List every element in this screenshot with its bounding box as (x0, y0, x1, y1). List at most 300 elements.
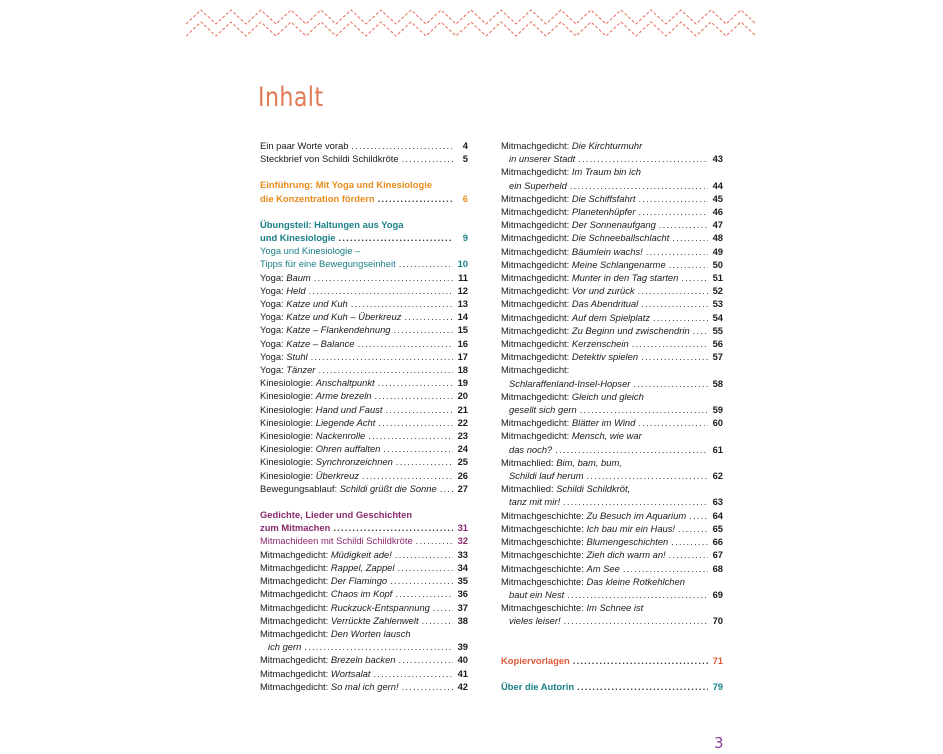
toc-entry-text (501, 654, 570, 667)
toc-entry-text (268, 640, 301, 653)
toc-entry-title: Anschaltpunkt (315, 377, 375, 389)
toc-entry-text (260, 350, 308, 363)
dot-leader (362, 469, 453, 482)
toc-entry[interactable] (260, 653, 468, 666)
toc-page-number: 10 (457, 258, 468, 270)
toc-entry-title: ich gern (268, 641, 302, 653)
toc-page-number: 71 (712, 654, 723, 666)
toc-entry[interactable] (501, 680, 723, 693)
dot-leader (678, 522, 708, 535)
toc-entry[interactable] (260, 416, 468, 429)
toc-entry-title: Am See (586, 562, 620, 574)
toc-page-number: 24 (457, 443, 468, 455)
toc-entry[interactable] (260, 561, 468, 574)
toc-entry[interactable] (260, 680, 468, 693)
toc-entry-label: Mitmachgeschichte: (501, 562, 587, 574)
toc-entry-label: Mitmachlied: (501, 483, 557, 495)
toc-entry[interactable] (501, 245, 723, 258)
toc-entry-title: Schildi Schildkröt, (556, 483, 631, 495)
toc-entry-text (509, 377, 630, 390)
toc-entry-label: zum Mitmachen (260, 522, 331, 534)
toc-page-number: 27 (457, 482, 468, 494)
toc-page-number: 4 (462, 140, 468, 151)
toc-entry-label: Kinesiologie: (260, 469, 316, 481)
toc-entry-text (501, 522, 675, 535)
toc-page-number: 22 (457, 416, 468, 428)
toc-entry[interactable] (501, 522, 723, 535)
toc-entry-title: gesellt sich gern (509, 404, 577, 416)
toc-entry[interactable] (260, 667, 468, 680)
toc-entry-label: Mitmachgedicht: (260, 601, 331, 613)
toc-entry-label: Mitmachgeschichte: (501, 575, 587, 587)
toc-entry[interactable] (501, 297, 723, 310)
dot-leader (567, 588, 708, 601)
toc-entry[interactable] (501, 192, 723, 205)
toc-page-number: 19 (457, 377, 468, 389)
toc-page-number: 34 (457, 561, 468, 573)
toc-entry-text (509, 152, 575, 165)
toc-entry-text (260, 192, 375, 205)
dot-leader (351, 297, 453, 310)
toc-entry-title: Zu Besuch im Aquarium (586, 509, 687, 521)
toc-entry[interactable] (260, 403, 468, 416)
toc-entry-title: Überkreuz (315, 469, 360, 481)
toc-entry[interactable] (260, 521, 468, 534)
toc-entry-text (260, 561, 394, 574)
toc-entry[interactable] (260, 548, 468, 561)
toc-page-number: 60 (712, 417, 723, 429)
dot-leader (638, 205, 708, 218)
toc-page-number: 46 (712, 206, 723, 218)
toc-entry-title: Zieh dich warm an! (586, 549, 666, 561)
toc-entry[interactable] (260, 534, 468, 547)
toc-entry[interactable] (501, 469, 723, 482)
dot-leader (570, 179, 708, 192)
toc-entry-title: Synchronzeichnen (315, 456, 393, 468)
toc-entry-label: Bewegungsablauf: (260, 482, 340, 494)
toc-entry-text (501, 680, 574, 693)
toc-entry-label: Mitmachgedicht: (501, 166, 572, 178)
dot-leader (638, 416, 708, 429)
toc-page-number: 56 (712, 338, 723, 350)
toc-entry-title: Katze – Balance (286, 337, 355, 349)
toc-entry-title: Das kleine Rotkehlchen (586, 575, 685, 587)
toc-entry-text (509, 403, 577, 416)
toc-page-number: 14 (457, 311, 468, 323)
toc-page-number: 6 (462, 192, 468, 204)
toc-entry[interactable] (501, 614, 723, 627)
toc-entry[interactable] (501, 205, 723, 218)
toc-entry[interactable] (501, 562, 723, 575)
toc-entry-label: Steckbrief von Schildi Schildkröte (260, 153, 399, 165)
section-gap (501, 628, 723, 641)
toc-entry-label: Kinesiologie: (260, 416, 316, 428)
toc-entry-text (501, 509, 686, 522)
toc-entry-title: Rappel, Zappel (330, 561, 395, 573)
dot-leader (638, 192, 708, 205)
toc-entry-text (260, 614, 419, 627)
toc-entry-first-line (260, 244, 468, 257)
toc-entry-text (260, 416, 375, 429)
toc-page-number: 20 (457, 390, 468, 402)
toc-entry-title: Gleich und gleich (571, 390, 644, 402)
toc-entry[interactable] (260, 139, 468, 152)
dot-leader (623, 562, 708, 575)
dot-leader (580, 403, 708, 416)
toc-entry-label: Yoga und Kinesiologie – (260, 245, 361, 257)
decorative-zigzag-border (186, 6, 756, 42)
toc-entry-label: Kinesiologie: (260, 403, 316, 415)
toc-entry[interactable] (260, 469, 468, 482)
toc-entry[interactable] (260, 231, 468, 244)
toc-entry-title: Detektiv spielen (571, 351, 639, 363)
toc-entry[interactable] (260, 640, 468, 653)
toc-page-number: 79 (712, 680, 723, 692)
toc-entry-label: und Kinesiologie (260, 232, 336, 244)
toc-entry-title: ein Superheld (509, 179, 567, 191)
toc-entry[interactable] (501, 311, 723, 324)
toc-entry-label: Mitmachgedicht: (501, 272, 572, 284)
dot-leader (358, 337, 453, 350)
toc-entry-label: Yoga: (260, 324, 287, 336)
toc-entry-title: Chaos im Kopf (330, 588, 393, 600)
dot-leader (578, 152, 708, 165)
toc-entry-first-line (501, 165, 723, 178)
toc-entry[interactable] (501, 231, 723, 244)
toc-entry-label: Mitmachgeschichte: (501, 536, 587, 548)
toc-entry-label: Mitmachideen mit Schildi Schildkröte (260, 535, 413, 547)
toc-entry-label: Mitmachgedicht: (501, 351, 572, 363)
toc-left-column (260, 139, 468, 693)
dot-leader (390, 574, 453, 587)
toc-entry-text (260, 548, 392, 561)
toc-entry-title: Katze – Flankendehnung (286, 324, 391, 336)
dot-leader (653, 311, 708, 324)
toc-entry-first-line (260, 178, 468, 191)
toc-entry-label: Mitmachgedicht: (260, 627, 331, 639)
toc-entry[interactable] (260, 363, 468, 376)
toc-entry-label: Mitmachgeschichte: (501, 509, 587, 521)
dot-leader (672, 231, 708, 244)
toc-entry[interactable] (501, 324, 723, 337)
toc-page-number: 5 (462, 153, 468, 165)
dot-leader (351, 139, 453, 152)
toc-entry-text (501, 337, 629, 350)
toc-entry[interactable] (260, 271, 468, 284)
toc-entry-text (260, 389, 372, 402)
toc-entry[interactable] (501, 152, 723, 165)
toc-entry[interactable] (260, 257, 468, 270)
toc-entry[interactable] (260, 587, 468, 600)
toc-entry-title: Im Schnee ist (586, 602, 644, 614)
toc-entry-text (509, 179, 567, 192)
dot-leader (587, 469, 708, 482)
toc-entry-first-line (501, 482, 723, 495)
toc-page-number: 57 (712, 351, 723, 363)
toc-entry-label: Ein paar Worte vorab (260, 140, 349, 151)
toc-entry[interactable] (260, 310, 468, 323)
toc-entry[interactable] (260, 350, 468, 363)
dot-leader (681, 271, 708, 284)
dot-leader (669, 548, 708, 561)
toc-page-number: 70 (712, 615, 723, 627)
dot-leader (641, 350, 708, 363)
toc-entry-text (260, 231, 336, 244)
section-gap (260, 165, 468, 178)
toc-entry-text (260, 429, 365, 442)
toc-entry-text (260, 310, 401, 323)
toc-entry[interactable] (260, 284, 468, 297)
toc-entry-title: Auf dem Spielplatz (571, 311, 651, 323)
toc-entry-title: Katze und Kuh (286, 298, 348, 310)
toc-entry-text (260, 521, 330, 534)
toc-entry-first-line (260, 627, 468, 640)
toc-entry-title: Ruckzuck-Entspannung (330, 601, 430, 613)
toc-entry-title: Ohren auffalten (315, 443, 381, 455)
toc-entry[interactable] (501, 377, 723, 390)
section-gap (260, 205, 468, 218)
toc-page-number: 47 (712, 219, 723, 231)
toc-entry-title: Blumengeschichten (586, 536, 669, 548)
toc-entry[interactable] (501, 258, 723, 271)
dot-leader (555, 443, 708, 456)
toc-entry-label: Mitmachgedicht: (501, 140, 572, 151)
toc-entry-text (501, 324, 690, 337)
toc-entry-label: Mitmachgeschichte: (501, 522, 587, 534)
dot-leader (375, 389, 453, 402)
dot-leader (564, 614, 708, 627)
toc-entry-title: Zu Beginn und zwischendrin (571, 324, 690, 336)
toc-page-number: 17 (457, 350, 468, 362)
toc-entry-label: Mitmachgedicht: (260, 614, 331, 626)
toc-entry[interactable] (260, 482, 468, 495)
toc-entry-title: Planetenhüpfer (571, 206, 636, 218)
toc-entry-label: Mitmachgedicht: (501, 258, 572, 270)
toc-entry-label: Yoga: (260, 298, 287, 310)
toc-entry-title: Meine Schlangenarme (571, 258, 666, 270)
toc-page-number: 18 (457, 364, 468, 376)
toc-entry-label: Mitmachgedicht: (260, 680, 331, 692)
toc-entry[interactable] (260, 455, 468, 468)
toc-entry-label: Mitmachgeschichte: (501, 602, 587, 614)
dot-leader (311, 350, 453, 363)
section-gap (260, 495, 468, 508)
toc-page-number: 55 (712, 324, 723, 336)
toc-entry-label: Kinesiologie: (260, 443, 316, 455)
toc-entry[interactable] (260, 337, 468, 350)
dot-leader (309, 284, 453, 297)
toc-entry-title: Das Abendritual (571, 298, 639, 310)
toc-entry-title: Müdigkeit ade! (330, 548, 392, 560)
toc-entry-label: Kinesiologie: (260, 456, 316, 468)
toc-page-number: 66 (712, 536, 723, 548)
toc-entry-text (260, 284, 306, 297)
toc-entry-label: Yoga: (260, 364, 287, 376)
toc-entry[interactable] (501, 654, 723, 667)
toc-entry-label: Mitmachlied: (501, 456, 557, 468)
toc-entry-text (260, 680, 399, 693)
toc-entry[interactable] (260, 614, 468, 627)
toc-page-number: 21 (457, 403, 468, 415)
toc-entry[interactable] (260, 376, 468, 389)
toc-entry-title: Schlaraffenland-Insel-Hopser (509, 377, 631, 389)
dot-leader (646, 245, 708, 258)
toc-page-number: 39 (457, 641, 468, 653)
toc-entry-title: Verrückte Zahlenwelt (330, 614, 419, 626)
dot-leader (689, 509, 708, 522)
toc-entry-label: Mitmachgedicht: (260, 561, 331, 573)
dot-leader (671, 535, 708, 548)
toc-entry-first-line (260, 508, 468, 521)
toc-entry-title: Hand und Faust (315, 403, 383, 415)
toc-entry-label: Mitmachgedicht: (501, 364, 570, 376)
toc-entry-text (260, 139, 348, 152)
toc-entry-title: Bim, bam, bum, (556, 456, 622, 468)
toc-entry[interactable] (260, 601, 468, 614)
toc-entry-title: Bäumlein wachs! (571, 245, 643, 257)
toc-entry-text (509, 469, 584, 482)
toc-entry[interactable] (501, 350, 723, 363)
toc-entry-text (501, 245, 643, 258)
toc-entry[interactable] (501, 179, 723, 192)
toc-entry-first-line (501, 429, 723, 442)
toc-entry-label: Kopiervorlagen (501, 654, 570, 666)
toc-page-number: 61 (712, 443, 723, 455)
dot-leader (378, 376, 453, 389)
toc-entry-text (501, 297, 638, 310)
toc-entry[interactable] (501, 535, 723, 548)
toc-entry-first-line (501, 601, 723, 614)
toc-page-number: 44 (712, 179, 723, 191)
toc-entry-text (260, 587, 392, 600)
toc-entry-text (501, 284, 635, 297)
toc-entry-text (501, 231, 669, 244)
dot-leader (333, 521, 453, 534)
toc-entry-text (260, 455, 393, 468)
toc-entry-text (260, 653, 396, 666)
toc-entry-label: Yoga: (260, 271, 287, 283)
toc-entry[interactable] (501, 337, 723, 350)
toc-page-number: 49 (712, 245, 723, 257)
toc-entry-title: Die Kirchturmuhr (571, 140, 643, 151)
toc-page-number: 43 (712, 153, 723, 165)
toc-entry-label: Mitmachgedicht: (260, 588, 331, 600)
toc-entry-label: Mitmachgedicht: (501, 298, 572, 310)
dot-leader (402, 680, 453, 693)
toc-entry[interactable] (501, 495, 723, 508)
toc-entry-title: Arme brezeln (315, 390, 372, 402)
dot-leader (659, 218, 708, 231)
toc-entry-first-line (501, 575, 723, 588)
toc-entry-title: Den Worten lausch (330, 627, 411, 639)
toc-entry-text (501, 416, 635, 429)
toc-entry[interactable] (260, 297, 468, 310)
toc-entry-text (501, 271, 678, 284)
toc-entry-text (501, 311, 650, 324)
toc-entry-label: Mitmachgedicht: (501, 285, 572, 297)
dot-leader (440, 482, 453, 495)
toc-entry-text (260, 257, 396, 270)
toc-entry-label: Tipps für eine Bewegungseinheit (260, 258, 396, 270)
dot-leader (641, 297, 708, 310)
toc-entry-text (501, 205, 635, 218)
toc-entry-label: Yoga: (260, 311, 287, 323)
toc-entry[interactable] (501, 548, 723, 561)
toc-entry[interactable] (260, 389, 468, 402)
toc-entry[interactable] (501, 271, 723, 284)
toc-entry-label: Mitmachgedicht: (501, 232, 572, 244)
toc-entry-title: Blätter im Wind (571, 417, 636, 429)
toc-entry-text (260, 667, 370, 680)
toc-entry-title: baut ein Nest (509, 588, 565, 600)
toc-entry[interactable] (501, 416, 723, 429)
toc-entry[interactable] (260, 574, 468, 587)
toc-page-number: 52 (712, 285, 723, 297)
toc-entry-text (260, 363, 315, 376)
dot-leader (395, 548, 453, 561)
toc-entry[interactable] (501, 218, 723, 231)
toc-entry-text (260, 482, 437, 495)
toc-page-number: 23 (457, 430, 468, 442)
toc-entry-label: Mitmachgedicht: (501, 219, 572, 231)
toc-page-number: 12 (457, 284, 468, 296)
toc-entry-label: Mitmachgedicht: (501, 206, 572, 218)
toc-page-number: 62 (712, 470, 723, 482)
toc-entry-title: Schildi lauf herum (509, 470, 584, 482)
toc-entry[interactable] (501, 284, 723, 297)
toc-page-number: 31 (457, 522, 468, 534)
dot-leader (577, 680, 708, 693)
toc-entry-text (260, 534, 413, 547)
toc-entry[interactable] (260, 429, 468, 442)
toc-entry-text (260, 574, 387, 587)
dot-leader (339, 231, 453, 244)
toc-page-number: 25 (457, 456, 468, 468)
toc-entry-label: Gedichte, Lieder und Geschichten (260, 509, 413, 521)
toc-entry[interactable] (260, 152, 468, 165)
toc-page-number: 42 (457, 680, 468, 692)
dot-leader (314, 271, 453, 284)
toc-entry[interactable] (501, 588, 723, 601)
toc-entry-label: die Konzentration fördern (260, 192, 375, 204)
toc-entry-text (501, 562, 620, 575)
toc-entry[interactable] (501, 403, 723, 416)
toc-page-number: 63 (712, 496, 723, 508)
toc-right-column (501, 139, 723, 693)
toc-entry-label: Über die Autorin (501, 680, 575, 692)
toc-page-number: 26 (457, 469, 468, 481)
toc-page-number: 69 (712, 588, 723, 600)
toc-entry[interactable] (501, 509, 723, 522)
toc-entry[interactable] (501, 443, 723, 456)
dot-leader (304, 640, 453, 653)
toc-page-number: 38 (457, 614, 468, 626)
toc-entry-text (260, 403, 382, 416)
toc-page-number: 64 (712, 509, 723, 521)
toc-entry-text (260, 271, 311, 284)
toc-page-number: 68 (712, 562, 723, 574)
dot-leader (404, 310, 453, 323)
toc-entry-title: Held (286, 284, 306, 296)
toc-entry[interactable] (260, 323, 468, 336)
toc-entry-label: Yoga: (260, 284, 287, 296)
toc-entry[interactable] (260, 442, 468, 455)
dot-leader (385, 403, 453, 416)
dot-leader (383, 442, 453, 455)
toc-page-number: 54 (712, 311, 723, 323)
toc-entry[interactable] (260, 192, 468, 205)
toc-entry-label: Einführung: Mit Yoga und Kinesiologie (260, 179, 433, 191)
